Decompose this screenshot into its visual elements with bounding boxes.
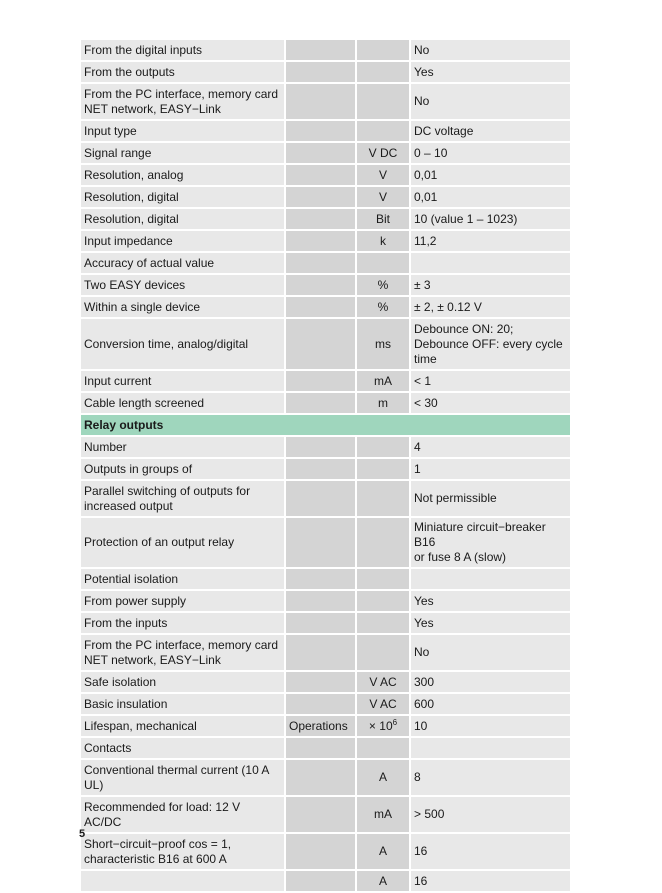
- row-value-text: No: [414, 645, 430, 659]
- row-label: [81, 143, 284, 163]
- row-value: [411, 481, 570, 516]
- row-label-text: Basic insulation: [84, 696, 168, 711]
- row-unit: [357, 393, 409, 413]
- table-row: [81, 459, 570, 479]
- row-value-text: DC voltage: [414, 123, 474, 138]
- row-label: [81, 797, 284, 832]
- table-row: [81, 569, 570, 589]
- row-label: [81, 518, 284, 567]
- row-label: [81, 62, 284, 82]
- row-label: [81, 871, 284, 891]
- row-unit: [357, 518, 409, 567]
- table-row: [81, 738, 570, 758]
- row-label-text: Accuracy of actual value: [84, 255, 215, 270]
- row-unit-text: %: [377, 277, 389, 292]
- table-row: [81, 209, 570, 229]
- row-unit: [357, 760, 409, 795]
- row-unit: [357, 231, 409, 251]
- row-value-text: ± 3: [414, 277, 431, 292]
- row-value-text: < 1: [414, 373, 432, 388]
- row-label-text: Potential isolation: [84, 571, 179, 586]
- row-value: [411, 209, 570, 229]
- row-label: [81, 371, 284, 391]
- table-row: [81, 371, 570, 391]
- row-value-text: < 30: [414, 395, 438, 410]
- row-label-text: From the outputs: [84, 64, 175, 79]
- row-label-text: Protection of an output relay: [84, 535, 235, 549]
- row-value-text: No: [414, 42, 430, 57]
- row-label-text: Resolution, analog: [84, 167, 184, 182]
- row-unit: [357, 481, 409, 516]
- row-unit-text: ms: [375, 336, 391, 351]
- row-label: [81, 760, 284, 795]
- table-row: [81, 275, 570, 295]
- table-row: [81, 613, 570, 633]
- row-value: [411, 62, 570, 82]
- row-value-text: Yes: [414, 593, 434, 608]
- row-value-text: 600: [414, 696, 435, 711]
- table-row: [81, 481, 570, 516]
- row-unit: [357, 569, 409, 589]
- row-label-text: Two EASY devices: [84, 277, 186, 292]
- row-label: [81, 834, 284, 869]
- row-value: [411, 371, 570, 391]
- row-unit-text: A: [378, 873, 387, 888]
- row-value: [411, 187, 570, 207]
- row-label: [81, 275, 284, 295]
- table-row: [81, 297, 570, 317]
- row-label: [81, 672, 284, 692]
- row-extra: [286, 143, 355, 163]
- row-extra: [286, 797, 355, 832]
- row-extra: [286, 569, 355, 589]
- row-value-text: 11,2: [414, 233, 437, 248]
- row-label: [81, 738, 284, 758]
- table-row: [81, 834, 570, 869]
- row-label: [81, 84, 284, 119]
- row-unit: [357, 319, 409, 369]
- row-value: [411, 613, 570, 633]
- table-row: [81, 871, 570, 891]
- row-value: [411, 569, 570, 589]
- row-unit: [357, 797, 409, 832]
- row-value: [411, 694, 570, 714]
- row-value: [411, 40, 570, 60]
- row-label-text: From the PC interface, memory card NET network, EASY−Link: [84, 86, 279, 116]
- row-unit-text: A: [378, 770, 387, 784]
- spec-table-body: [81, 40, 570, 891]
- unit-exponent: 6: [392, 717, 398, 727]
- row-label-text: Short−circuit−proof cos = 1, characteristic B16 at 600 A: [84, 836, 232, 866]
- row-extra: [286, 871, 355, 891]
- table-row: [81, 62, 570, 82]
- row-label: [81, 393, 284, 413]
- row-label: [81, 187, 284, 207]
- row-value: [411, 871, 570, 891]
- table-row: [81, 635, 570, 670]
- row-label-text: Resolution, digital: [84, 189, 179, 204]
- row-unit-text: mA: [374, 373, 392, 388]
- table-row: [81, 40, 570, 60]
- row-label-text: Conversion time, analog/digital: [84, 336, 249, 351]
- row-value: [411, 253, 570, 273]
- row-label-text: Within a single device: [84, 299, 201, 314]
- spec-table: [79, 38, 572, 893]
- row-unit: [357, 121, 409, 141]
- row-extra: [286, 165, 355, 185]
- row-value-text: 0 – 10: [414, 145, 448, 160]
- row-unit: [357, 716, 409, 736]
- row-unit: [357, 635, 409, 670]
- row-label-text: Outputs in groups of: [84, 461, 193, 476]
- page-number: 5: [79, 828, 86, 840]
- table-row: [81, 760, 570, 795]
- row-value: [411, 672, 570, 692]
- row-label: [81, 635, 284, 670]
- row-value: [411, 84, 570, 119]
- row-value-text: > 500: [414, 807, 445, 821]
- row-label: [81, 231, 284, 251]
- row-unit-text: mA: [374, 807, 392, 821]
- row-unit: [357, 459, 409, 479]
- row-value: [411, 834, 570, 869]
- row-label-text: Safe isolation: [84, 674, 157, 689]
- row-unit: [357, 165, 409, 185]
- row-extra: [286, 738, 355, 758]
- row-value-text: 16: [414, 873, 428, 888]
- table-row: [81, 84, 570, 119]
- row-label: [81, 209, 284, 229]
- row-unit-text: V: [378, 189, 387, 204]
- row-extra: [286, 716, 355, 736]
- row-label: [81, 253, 284, 273]
- table-row: [81, 797, 570, 832]
- section-header: Relay outputs: [81, 415, 570, 435]
- row-extra: [286, 62, 355, 82]
- row-label-text: From the inputs: [84, 615, 168, 630]
- table-row: [81, 253, 570, 273]
- row-unit: [357, 209, 409, 229]
- row-label-text: From the PC interface, memory card NET network, EASY−Link: [84, 637, 279, 667]
- row-extra: [286, 253, 355, 273]
- table-row: [81, 672, 570, 692]
- row-extra: [286, 613, 355, 633]
- table-row: [81, 165, 570, 185]
- row-value-text: 8: [414, 770, 421, 784]
- row-unit: [357, 437, 409, 457]
- row-label-text: Input type: [84, 123, 137, 138]
- row-value: [411, 635, 570, 670]
- row-value: [411, 716, 570, 736]
- row-label: [81, 437, 284, 457]
- row-value-text: 0,01: [414, 189, 438, 204]
- row-label-text: Input impedance: [84, 233, 173, 248]
- table-row: [81, 694, 570, 714]
- row-value-text: 4: [414, 439, 421, 454]
- row-unit: [357, 62, 409, 82]
- row-unit-text: k: [380, 233, 386, 248]
- row-value-text: 0,01: [414, 167, 438, 182]
- row-value-text: 1: [414, 461, 421, 476]
- row-label-text: Resolution, digital: [84, 211, 179, 226]
- table-row: [81, 187, 570, 207]
- row-unit: [357, 871, 409, 891]
- row-unit: [357, 297, 409, 317]
- row-value: [411, 393, 570, 413]
- row-unit: [357, 275, 409, 295]
- row-value-text: ± 2, ± 0.12 V: [414, 299, 482, 314]
- row-value-text: Debounce ON: 20; Debounce OFF: every cycle time: [414, 321, 563, 366]
- table-row: [81, 591, 570, 611]
- row-label: [81, 569, 284, 589]
- row-label: [81, 716, 284, 736]
- row-value: [411, 143, 570, 163]
- row-value: [411, 165, 570, 185]
- row-value: [411, 319, 570, 369]
- row-unit: [357, 371, 409, 391]
- row-value: [411, 738, 570, 758]
- row-label-text: Contacts: [84, 740, 132, 755]
- row-label: [81, 165, 284, 185]
- row-label: [81, 591, 284, 611]
- row-label: [81, 694, 284, 714]
- row-label-text: From the digital inputs: [84, 42, 203, 57]
- row-label-text: Conventional thermal current (10 A UL): [84, 762, 270, 792]
- section-header-row: [81, 415, 570, 435]
- row-label-text: Lifespan, mechanical: [84, 718, 197, 733]
- row-value: [411, 231, 570, 251]
- row-extra: [286, 275, 355, 295]
- row-label: [81, 481, 284, 516]
- row-extra: [286, 518, 355, 567]
- row-extra: [286, 209, 355, 229]
- row-unit-text: A: [378, 844, 387, 858]
- row-unit: [357, 143, 409, 163]
- row-extra: [286, 319, 355, 369]
- row-unit: [357, 84, 409, 119]
- row-label: [81, 459, 284, 479]
- table-row: [81, 518, 570, 567]
- row-value-text: No: [414, 94, 430, 108]
- row-extra: [286, 591, 355, 611]
- row-label: [81, 40, 284, 60]
- row-unit-text: V AC: [369, 696, 397, 711]
- row-value: [411, 591, 570, 611]
- table-row: [81, 393, 570, 413]
- row-unit: [357, 834, 409, 869]
- row-unit-text: V DC: [368, 145, 398, 160]
- row-value-text: 300: [414, 674, 435, 689]
- row-value-text: Yes: [414, 64, 434, 79]
- row-extra: [286, 297, 355, 317]
- row-unit-text: × 10: [368, 718, 393, 733]
- row-extra: [286, 371, 355, 391]
- row-label-text: Signal range: [84, 145, 152, 160]
- row-extra: [286, 121, 355, 141]
- row-label: [81, 613, 284, 633]
- row-extra: [286, 393, 355, 413]
- row-value: [411, 760, 570, 795]
- row-label-text: Recommended for load: 12 V AC/DC: [84, 799, 241, 829]
- row-extra: [286, 231, 355, 251]
- row-unit: [357, 187, 409, 207]
- row-extra: [286, 834, 355, 869]
- row-extra: [286, 437, 355, 457]
- row-unit: [357, 672, 409, 692]
- row-label-text: Cable length screened: [84, 395, 205, 410]
- row-value-text: 16: [414, 844, 428, 858]
- row-extra: [286, 694, 355, 714]
- table-row: [81, 121, 570, 141]
- row-label-text: Number: [84, 439, 127, 454]
- row-value: [411, 518, 570, 567]
- row-value-text: Not permissible: [414, 491, 497, 505]
- row-value: [411, 459, 570, 479]
- row-extra: [286, 459, 355, 479]
- row-extra-text: Operations: [289, 718, 348, 733]
- row-unit: [357, 253, 409, 273]
- row-extra: [286, 481, 355, 516]
- row-extra: [286, 84, 355, 119]
- row-unit-text: V: [378, 167, 387, 182]
- table-row: [81, 716, 570, 736]
- row-unit-text: %: [377, 299, 389, 314]
- row-unit-text: Bit: [375, 211, 390, 226]
- row-label: [81, 319, 284, 369]
- table-row: [81, 319, 570, 369]
- row-value-text: Yes: [414, 615, 434, 630]
- row-unit: [357, 613, 409, 633]
- row-unit: [357, 40, 409, 60]
- row-value-text: 10 (value 1 – 1023): [414, 211, 518, 226]
- row-label-text: Input current: [84, 373, 152, 388]
- row-unit-text: m: [378, 395, 388, 410]
- row-value: [411, 275, 570, 295]
- table-row: [81, 143, 570, 163]
- row-unit: [357, 738, 409, 758]
- row-label-text: From power supply: [84, 593, 187, 608]
- row-extra: [286, 187, 355, 207]
- row-extra: [286, 760, 355, 795]
- row-unit: [357, 694, 409, 714]
- row-value-text: Miniature circuit−breaker B16 or fuse 8 A (slow): [414, 520, 546, 564]
- row-value: [411, 437, 570, 457]
- row-value-text: 10: [414, 718, 428, 733]
- row-value: [411, 297, 570, 317]
- row-extra: [286, 635, 355, 670]
- row-value: [411, 797, 570, 832]
- row-value: [411, 121, 570, 141]
- row-unit-text: V AC: [369, 674, 397, 689]
- table-row: [81, 437, 570, 457]
- row-unit: [357, 591, 409, 611]
- row-extra: [286, 672, 355, 692]
- row-extra: [286, 40, 355, 60]
- row-label: [81, 297, 284, 317]
- table-row: [81, 231, 570, 251]
- row-label: [81, 121, 284, 141]
- row-label-text: Parallel switching of outputs for increased output: [84, 483, 251, 513]
